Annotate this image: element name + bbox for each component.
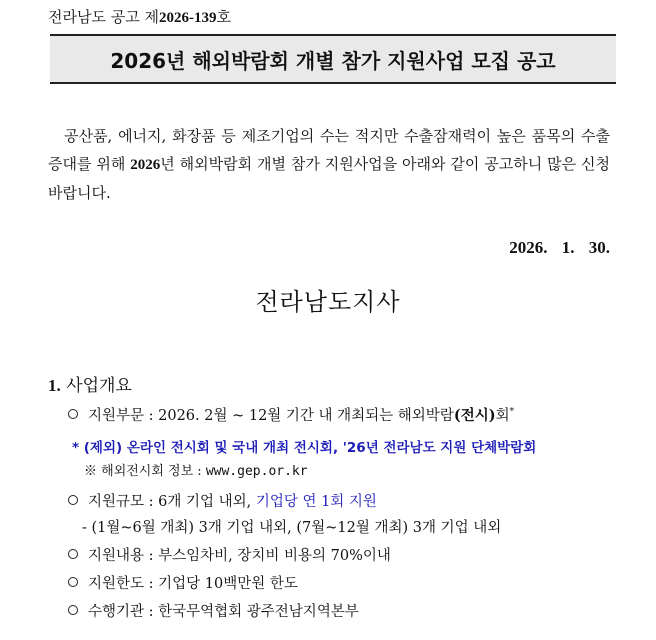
circle-bullet-icon	[68, 605, 78, 615]
agency-text: 수행기관 : 한국무역협회 광주전남지역본부	[88, 604, 359, 620]
circle-bullet-icon	[68, 495, 78, 505]
info-prefix: ※ 해외전시회 정보 :	[84, 464, 206, 479]
notice-number	[48, 6, 231, 27]
footnote-marker: *	[509, 407, 515, 418]
circle-bullet-icon	[68, 577, 78, 587]
notice-prefix: 전라남도 공고 제	[48, 8, 159, 26]
support-field-end: 회	[495, 408, 510, 424]
document-title-text: 2026년 해외박람회 개별 참가 지원사업 모집 공고	[110, 48, 556, 73]
list-item-support-content	[68, 544, 391, 565]
announcement-date: 2026. 1. 30.	[509, 238, 610, 257]
circle-bullet-icon	[68, 549, 78, 559]
notice-suffix: 호	[216, 8, 231, 26]
exclusion-note	[72, 436, 536, 456]
intro-paragraph	[48, 122, 610, 207]
list-item-agency	[68, 600, 359, 621]
support-field-label: 지원부문 : 2026. 2월 ~ 12월 기간 내 개최되는 해외박람	[88, 408, 454, 424]
section-heading	[48, 371, 132, 396]
list-item-support-limit	[68, 572, 298, 593]
circle-bullet-icon	[68, 409, 78, 419]
support-content-text: 지원내용 : 부스임차비, 장치비 비용의 70%이내	[88, 548, 391, 564]
document-title	[50, 34, 616, 84]
scale-detail: - (1월~6월 개최) 3개 기업 내외, (7월~12월 개최) 3개 기업 내외	[82, 520, 502, 536]
section-title: 사업개요	[66, 376, 132, 396]
scale-highlight: 기업당 연 1회 지원	[255, 494, 377, 510]
support-limit-text: 지원한도 : 기업당 10백만원 한도	[88, 576, 298, 592]
exclusion-note-text: * (제외) 온라인 전시회 및 국내 개최 전시회, '26년 전라남도 지원 단체박람회	[72, 440, 537, 456]
section-number: 1.	[48, 376, 61, 395]
notice-number-value: 2026-139	[158, 10, 217, 26]
intro-year: 2026	[130, 157, 161, 173]
list-item-support-field	[68, 404, 514, 425]
info-url: www.gep.or.kr	[205, 464, 308, 479]
intro-text-after: 년 해외박람회 개별 참가 지원사업을 아래와 같이 공고하니 많은 신청 바랍니다.	[48, 155, 610, 202]
exhibition-info-note	[84, 460, 308, 479]
intro-text-before: 공산품, 에너지, 화장품 등 제조기업의 수는 적지만 수출잠재력이 높은 품목의 수출증대를 위해	[48, 127, 610, 173]
issuer-name: 전라남도지사	[255, 288, 401, 316]
support-field-paren: (전시)	[453, 407, 496, 424]
scale-label: 지원규모 : 6개 기업 내외,	[88, 494, 256, 510]
list-item-support-scale	[68, 490, 377, 511]
